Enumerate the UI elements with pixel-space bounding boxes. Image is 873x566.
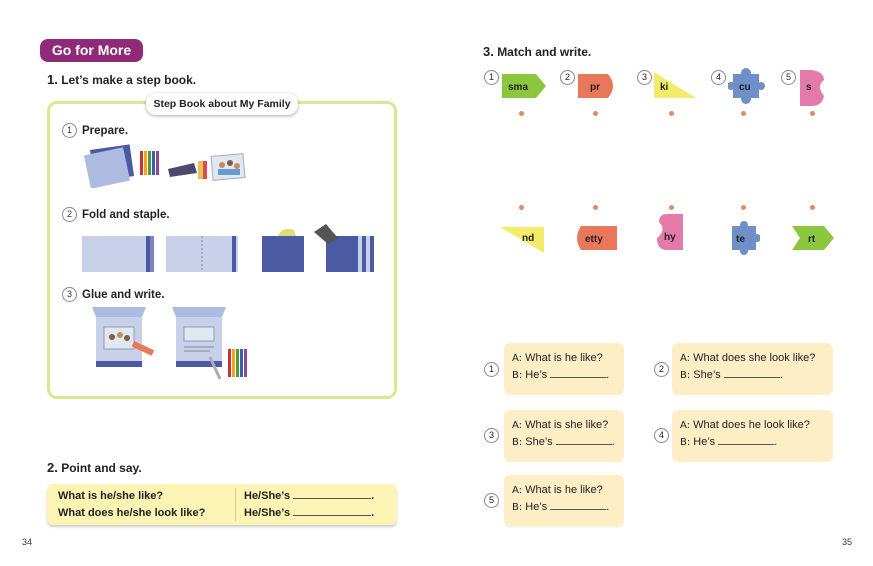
qa-2-blank[interactable] [724, 369, 780, 378]
qa-box-4: A: What does he look like? B: He’s . [672, 410, 833, 462]
section-2-title: 2. Point and say. [47, 460, 142, 475]
step-1-label: 1 Prepare. [62, 123, 128, 138]
qa-5-blank[interactable] [550, 501, 606, 510]
page-number-left: 34 [22, 537, 33, 547]
puzzle-piece-hy[interactable] [655, 212, 685, 252]
svg-text:pr: pr [590, 82, 600, 93]
match-dot-bottom-2[interactable] [593, 205, 598, 210]
puzzle-piece-rt[interactable] [792, 226, 836, 252]
table-divider [235, 488, 236, 521]
puzzle-piece-te[interactable] [728, 220, 760, 256]
svg-text:nd: nd [522, 233, 535, 244]
match-number-2: 2 [560, 70, 575, 85]
qa-box-5: A: What is he like? B: He’s . [504, 475, 624, 527]
puzzle-piece-nd[interactable] [500, 225, 546, 255]
qa-number-1: 1 [484, 362, 499, 377]
qa-number-4: 4 [654, 428, 669, 443]
glue-write-illustration [92, 305, 262, 385]
point-and-say-table [47, 484, 397, 525]
match-dot-bottom-3[interactable] [669, 205, 674, 210]
page-number-right: 35 [842, 537, 853, 547]
match-dot-bottom-4[interactable] [741, 205, 746, 210]
left-page [0, 0, 436, 566]
svg-text:sma: sma [508, 82, 529, 93]
qa-box-3: A: What is she like? B: She’s . [504, 410, 624, 462]
step-3-label: 3 Glue and write. [62, 287, 164, 302]
fold-staple-illustration [82, 224, 382, 274]
match-number-1: 1 [484, 70, 499, 85]
puzzle-piece-pr[interactable] [578, 74, 620, 100]
section-3-title: 3. Match and write. [483, 44, 592, 59]
match-number-3: 3 [637, 70, 652, 85]
step-1-number: 1 [62, 123, 77, 138]
match-number-5: 5 [781, 70, 796, 85]
match-number-4: 4 [711, 70, 726, 85]
step-2-number: 2 [62, 207, 77, 222]
svg-text:etty: etty [585, 234, 603, 245]
match-dot-bottom-1[interactable] [519, 205, 524, 210]
answer-2: He/She’s . [244, 507, 375, 519]
qa-3-blank[interactable] [556, 436, 612, 445]
step-3-number: 3 [62, 287, 77, 302]
qa-box-1: A: What is he like? B: He’s . [504, 343, 624, 395]
answer-2-blank[interactable] [293, 507, 371, 516]
qa-box-2: A: What does she look like? B: She’s . [672, 343, 833, 395]
qa-number-3: 3 [484, 428, 499, 443]
qa-number-2: 2 [654, 362, 669, 377]
answer-1-blank[interactable] [293, 490, 371, 499]
svg-text:hy: hy [664, 232, 676, 243]
answer-1: He/She’s . [244, 490, 375, 502]
puzzle-piece-ki[interactable] [654, 72, 698, 100]
puzzle-piece-sma[interactable] [502, 74, 548, 100]
prepare-materials-illustration [82, 143, 252, 188]
match-dot-top-4[interactable] [741, 111, 746, 116]
svg-text:rt: rt [808, 234, 816, 245]
match-dot-top-3[interactable] [669, 111, 674, 116]
step-2-label: 2 Fold and staple. [62, 207, 170, 222]
svg-text:cu: cu [739, 82, 751, 93]
go-for-more-badge: Go for More [40, 39, 143, 62]
step-book-panel-title: Step Book about My Family [146, 93, 298, 115]
qa-1-blank[interactable] [550, 369, 606, 378]
puzzle-piece-s[interactable] [798, 68, 828, 108]
svg-text:ki: ki [660, 82, 669, 93]
right-page [436, 0, 873, 566]
question-1: What is he/she like? [58, 490, 164, 502]
puzzle-piece-etty[interactable] [577, 226, 619, 252]
qa-4-blank[interactable] [718, 436, 774, 445]
match-dot-top-5[interactable] [810, 111, 815, 116]
qa-number-5: 5 [484, 493, 499, 508]
puzzle-piece-cu[interactable] [728, 68, 766, 104]
match-dot-top-1[interactable] [519, 111, 524, 116]
svg-text:s: s [806, 82, 812, 93]
svg-text:te: te [736, 234, 745, 245]
section-1-title: 1. Let’s make a step book. [47, 72, 197, 87]
match-dot-top-2[interactable] [593, 111, 598, 116]
question-2: What does he/she look like? [58, 507, 206, 519]
match-dot-bottom-5[interactable] [810, 205, 815, 210]
